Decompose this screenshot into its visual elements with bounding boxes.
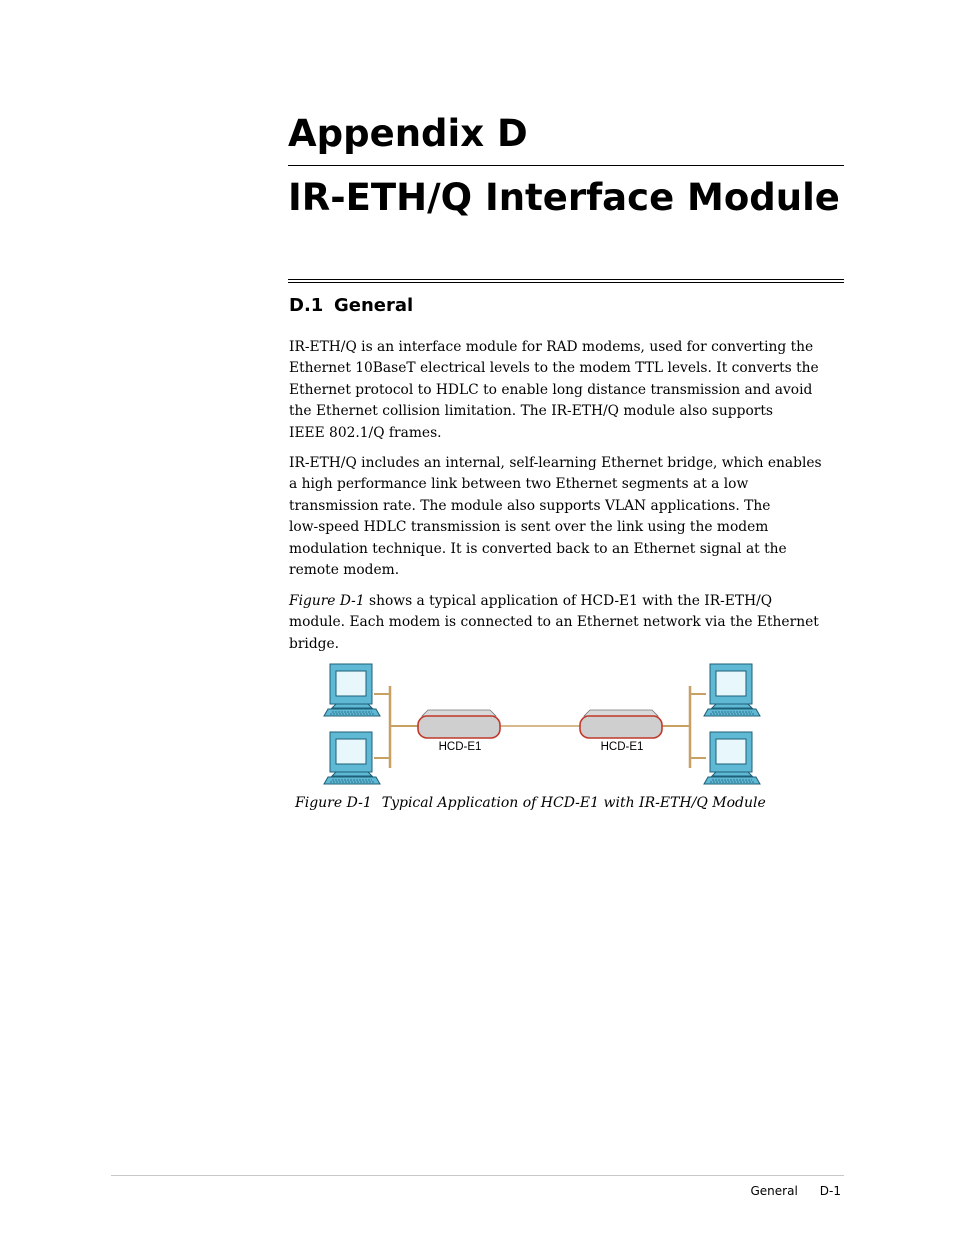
caption-text: Typical Application of HCD-E1 with IR-ETH/Q Module bbox=[381, 795, 766, 811]
figure-caption bbox=[295, 792, 766, 814]
section-rule bbox=[288, 279, 844, 283]
device-label-right: HCD-E1 bbox=[600, 741, 644, 753]
paragraph-line: IR-ETH/Q is an interface module for RAD modems, used for converting the bbox=[289, 339, 814, 355]
paragraph-text: shows a typical application of HCD-E1 with the IR-ETH/Q bbox=[364, 593, 773, 609]
paragraph-line: low-speed HDLC transmission is sent over the link using the modem bbox=[289, 519, 769, 536]
computer-icon bbox=[704, 664, 760, 716]
caption-number: Figure D-1 bbox=[295, 795, 372, 811]
footer-section: General bbox=[750, 1184, 798, 1198]
device-label-left: HCD-E1 bbox=[438, 741, 482, 753]
paragraph-line: remote modem. bbox=[289, 562, 400, 579]
page-footer bbox=[750, 1181, 841, 1201]
section-heading bbox=[289, 293, 413, 319]
heading-rule bbox=[288, 165, 844, 166]
paragraph-line: transmission rate. The module also supports VLAN applications. The bbox=[289, 497, 771, 514]
computer-icon bbox=[324, 664, 380, 716]
paragraph-line: the Ethernet collision limitation. The IR-ETH/Q module also supports bbox=[289, 403, 774, 420]
footer-rule bbox=[111, 1175, 844, 1176]
section-number: D.1 bbox=[289, 295, 324, 316]
paragraph-line: bridge. bbox=[289, 635, 340, 652]
paragraph-line: module. Each modem is connected to an Ethernet network via the Ethernet bbox=[289, 614, 819, 631]
paragraph-line: Ethernet protocol to HDLC to enable long distance transmission and avoid bbox=[289, 381, 813, 398]
appendix-heading: Appendix D bbox=[288, 112, 528, 155]
modem-device-icon bbox=[580, 710, 662, 738]
computer-icon bbox=[324, 732, 380, 784]
page-title: IR-ETH/Q Interface Module bbox=[288, 176, 840, 219]
paragraph-1 bbox=[289, 337, 845, 444]
paragraph-line: IEEE 802.1/Q frames. bbox=[289, 424, 442, 441]
paragraph-2 bbox=[289, 453, 845, 581]
paragraph-3 bbox=[289, 591, 845, 655]
page-number: D-1 bbox=[819, 1184, 841, 1198]
paragraph-line: IR-ETH/Q includes an internal, self-learning Ethernet bridge, which enables bbox=[289, 455, 822, 471]
figure-reference[interactable]: Figure D-1 bbox=[289, 593, 365, 609]
paragraph-line: a high performance link between two Ethernet segments at a low bbox=[289, 476, 749, 493]
paragraph-line: modulation technique. It is converted back to an Ethernet signal at the bbox=[289, 540, 787, 557]
computer-icon bbox=[704, 732, 760, 784]
paragraph-line bbox=[289, 591, 845, 612]
network-diagram bbox=[318, 660, 764, 788]
section-title: General bbox=[334, 295, 414, 316]
modem-device-icon bbox=[418, 710, 500, 738]
paragraph-line: Ethernet 10BaseT electrical levels to the modem TTL levels. It converts the bbox=[289, 360, 819, 377]
